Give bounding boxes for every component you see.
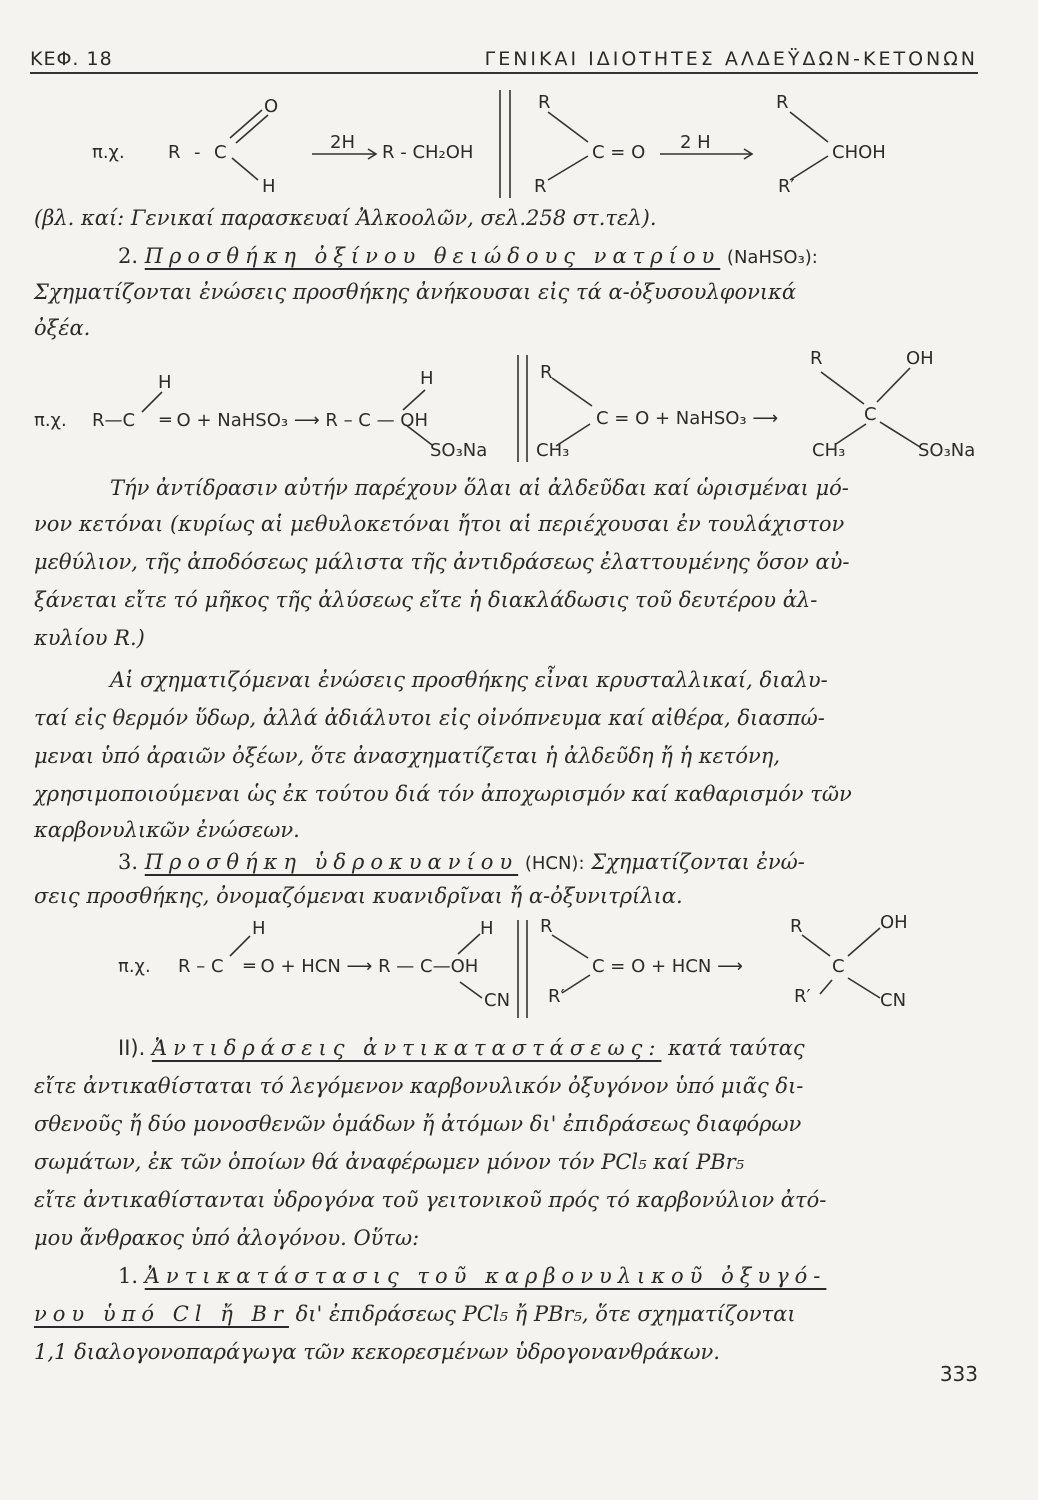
chem-group-r: R [168,142,181,163]
chem-group-cn: CN [880,990,907,1011]
ketone-formula: C = O [592,142,646,163]
paragraph-line: εἴτε ἀντικαθίστανται ὑδρογόνα τοῦ γειτονικοῦ πρός τό καρβονύλιον ἀτό- [34,1188,827,1212]
reaction-equation: ═ O + NaHSO₃ ⟶ R – C — OH [160,410,429,431]
header-rule [30,72,978,74]
double-bond-line [236,115,268,143]
page-header [30,40,978,74]
bond-line [802,935,830,956]
section-formula: (HCN): [524,853,585,874]
example-prefix: π.χ. [34,410,67,431]
paragraph-line: ταί εἰς θερμόν ὕδωρ, ἀλλά ἀδιάλυτοι εἰς οἰνόπνευμα καί αἰθέρα, διασπώ- [34,706,825,730]
chem-group-r-prime: R′ [794,986,811,1007]
paragraph-line: 1,1 διαλογονοπαράγωγα τῶν κεκορεσμένων ὑδρογονανθράκων. [34,1340,720,1364]
bond-line [230,936,250,956]
page-number: 333 [939,1362,978,1386]
section-number: 2. [118,244,139,268]
bond-line [848,978,880,998]
chem-atom-h: H [420,368,434,389]
example-prefix: π.χ. [118,956,151,977]
bond-line [548,112,588,142]
chem-bond-dash: - [194,142,201,163]
chapter-label: ΚΕΦ. 18 [30,48,113,70]
bond-line [821,372,864,404]
running-title: ΓΕΝΙΚΑΙ ΙΔΙΟΤΗΤΕΣ ΑΛΔΕΫΔΩΝ-ΚΕΤΟΝΩΝ [484,48,978,70]
product-formula: R - CH₂OH [382,142,474,163]
bond-line [552,935,588,958]
chem-group-r: R [534,176,547,197]
bond-line [820,980,832,994]
underlined-text: νου ὑπό Cl ἤ Br [34,1302,289,1326]
arrowhead [368,149,376,159]
paragraph-line: σθενοῦς ἤ δύο μονοσθενῶν ὁμάδων ἤ ἀτόμων δι' ἐπιδράσεως διαφόρων [34,1112,802,1136]
chem-atom-h: H [252,918,266,939]
chem-group-r-prime: R′ [548,986,565,1007]
product-formula: CHOH [832,142,886,163]
section-number: II). [118,1036,146,1060]
bond-line [552,378,592,406]
paragraph-line: σωμάτων, ἐκ τῶν ὁποίων θά ἀναφέρωμεν μόνον τόν PCl₅ καί PBr₅ [34,1150,745,1174]
chem-atom-o: O [264,96,279,117]
paragraph-line: Σχηματίζονται ἐνώσεις προσθήκης ἀνήκουσαι εἰς τά α-ὀξυσουλφονικά [34,280,797,304]
reaction-equation: C = O + NaHSO₃ ⟶ [596,408,779,429]
section-title: Ἀντιδράσεις ἀντικαταστάσεως: [151,1036,662,1060]
paragraph-line: μεθύλιον, τῆς ἀποδόσεως μάλιστα τῆς ἀντιδράσεως ἐλαττουμένης ὅσον αὐ- [34,550,850,574]
paragraph-line: νον κετόναι (κυρίως αἱ μεθυλοκετόναι ἤτοι αἱ περιέχουσαι ἐν τουλάχιστον [34,512,845,536]
paragraph-line: Τήν ἀντίδρασιν αὐτήν παρέχουν ὅλαι αἱ ἀλδεῦδαι καί ὡρισμέναι μό- [110,476,849,500]
chem-group-r-prime: R′ [778,176,795,197]
paragraph-line: εἴτε ἀντικαθίσταται τό λεγόμενον καρβονυλικόν ὀξυγόνον ὑπό μιᾶς δι- [34,1074,804,1098]
paragraph-line: ὀξέα. [34,316,91,340]
chem-group-rc: R—C [92,410,136,431]
section-text: κατά ταύτας [668,1036,805,1060]
cross-reference: (βλ. καί: Γενικαί παρασκευαί Ἀλκοολῶν, σελ.258 στ.τελ). [34,206,657,230]
paragraph-line: χρησιμοποιούμεναι ὡς ἐκ τούτου διά τόν ἀποχωρισμόν καί καθαρισμόν τῶν [34,782,852,806]
section-title: Ἀντικατάστασις τοῦ καρβονυλικοῦ ὀξυγό- [144,1264,827,1288]
section-text: Σχηματίζονται ἐνώ- [591,850,805,874]
paragraph-line: μου ἄνθρακος ὑπό ἀλογόνου. Οὕτω: [34,1226,420,1250]
bond-line [790,112,828,142]
bond-line [548,156,588,180]
chem-group-cn: CN [484,990,511,1011]
reagent-label: 2H [330,132,355,153]
reaction-equation: ═ O + HCN ⟶ R — C—OH [244,956,479,977]
bond-line [880,422,920,447]
chem-atom-c: C [214,142,227,163]
chem-group-r: R [540,362,553,383]
paragraph-line: μεναι ὑπό ἀραιῶν ὀξέων, ὅτε ἀνασχηματίζεται ἡ ἀλδεῦδη ἤ ἡ κετόνη, [34,744,781,768]
chem-group-so3na: SO₃Na [430,440,488,461]
bond-line [790,156,828,180]
example-prefix: π.χ. [92,142,125,163]
paragraph-line: κυλίου R.) [34,626,145,650]
bond-line [562,975,590,993]
section-number: 1. [118,1264,139,1288]
bond-line [460,982,482,998]
section-number: 3. [118,850,139,874]
paragraph-line: Αἱ σχηματιζόμεναι ἐνώσεις προσθήκης εἶναι κρυσταλλικαί, διαλυ- [110,668,828,692]
bond-line [232,158,258,180]
chem-group-ch3: CH₃ [536,440,570,461]
section-heading-3 [118,850,1013,875]
chem-group-r: R [790,916,803,937]
chem-atom-c: C [864,404,877,425]
chem-group-r: R [538,92,551,113]
bond-line [142,392,162,412]
section-title: Προσθήκη ὀξίνου θειώδους νατρίου [144,244,721,268]
paragraph-line [34,1302,1004,1327]
chem-group-ch3: CH₃ [812,440,846,461]
chem-atom-h: H [158,372,172,393]
paragraph-line: καρβονυλικῶν ἐνώσεων. [34,818,300,842]
chem-group-oh: OH [880,912,908,933]
chem-group-rc: R – C [178,956,224,977]
reagent-label: 2 H [680,132,711,153]
reaction-equation: C = O + HCN ⟶ [592,956,743,977]
bond-line [403,390,425,410]
chem-group-oh: OH [906,348,934,369]
chem-group-so3na: SO₃Na [918,440,976,461]
bond-line [458,934,480,954]
section-heading-II [118,1036,1013,1061]
chem-atom-h: H [480,918,494,939]
bond-line [877,368,910,402]
chem-group-r: R [540,916,553,937]
section-title: Προσθήκη ὑδροκυανίου [144,850,519,874]
paragraph-line: ξάνεται εἴτε τό μῆκος τῆς ἀλύσεως εἴτε ἡ διακλάδωσις τοῦ δευτέρου ἀλ- [34,588,818,612]
double-bond-line [230,110,262,138]
arrowhead [744,149,752,159]
chem-atom-c: C [832,956,845,977]
bond-line [848,928,880,956]
chem-group-r: R [810,348,823,369]
chem-atom-h: H [262,176,276,197]
paragraph-text: δι' ἐπιδράσεως PCl₅ ἤ PBr₅, ὅτε σχηματίζονται [295,1302,796,1326]
subsection-heading-1 [118,1264,1013,1289]
section-heading-2 [118,244,1013,269]
section-formula: (NaHSO₃): [726,247,818,268]
chem-group-r: R [776,92,789,113]
paragraph-line: σεις προσθήκης, ὀνομαζόμεναι κυανιδρῖναι ἤ α-ὀξυνιτρίλια. [34,884,683,908]
